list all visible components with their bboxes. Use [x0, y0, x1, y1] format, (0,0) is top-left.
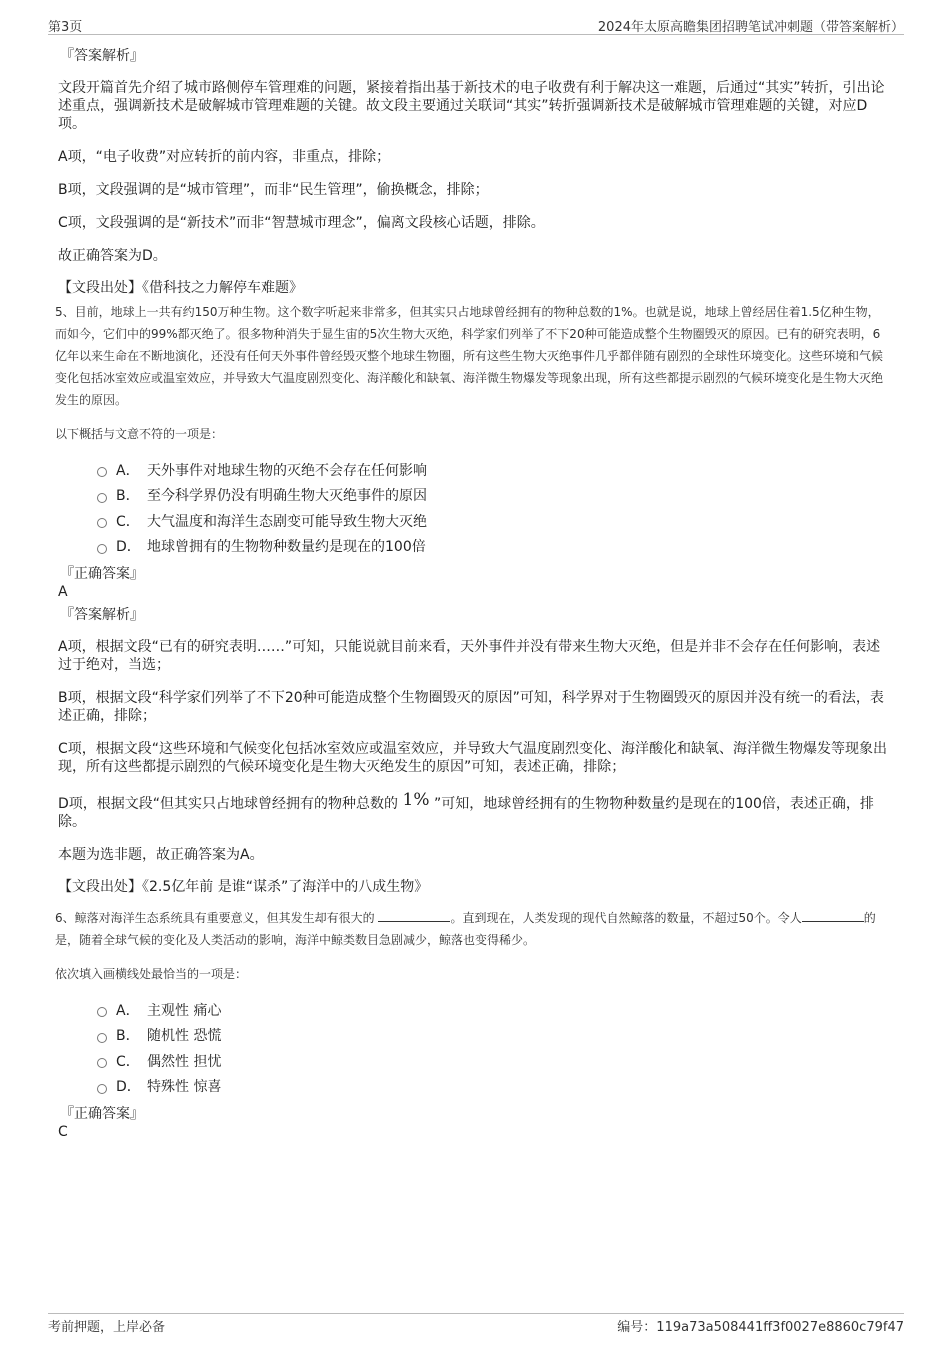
option-a[interactable]: A． 主观性 痛心 [97, 997, 890, 1023]
radio-icon[interactable] [97, 544, 107, 554]
analysis-option-b: B项，文段强调的是“城市管理”，而非“民生管理”，偷换概念，排除； [58, 182, 489, 198]
analysis-option-d: D项，根据文段“但其实只占地球曾经拥有的物种总数的 1% ”可知，地球曾经拥有的生物物种数量约是现在的100倍，表述正确，排除。 [58, 790, 874, 830]
fill-blank-2 [802, 909, 864, 922]
analysis-option-b: B项，根据文段“科学家们列举了不下20种可能造成整个生物圈毁灭的原因”可知，科学界对于生物圈毁灭的原因并没有统一的看法，表述正确，排除； [58, 690, 884, 724]
radio-icon[interactable] [97, 493, 107, 503]
page-number: 第3页 [48, 20, 83, 35]
page-content [55, 46, 890, 1140]
text-source: 【文段出处】《2.5亿年前 是谁“谋杀”了海洋中的八成生物》 [58, 879, 429, 895]
page-header [48, 14, 904, 35]
analysis-label: 『答案解析』 [60, 48, 144, 64]
percent-formula: 1% [402, 790, 430, 810]
analysis-option-a: A项，“电子收费”对应转折的前内容，非重点，排除； [58, 149, 391, 165]
radio-icon[interactable] [97, 467, 107, 477]
radio-icon[interactable] [97, 1033, 107, 1043]
question-6-prompt: 依次填入画横线处最恰当的一项是： [55, 967, 248, 981]
option-c[interactable]: C． 大气温度和海洋生态剧变可能导致生物大灭绝 [97, 508, 890, 534]
document-title: 2024年太原高瞻集团招聘笔试冲刺题（带答案解析） [597, 20, 904, 35]
option-d[interactable]: D． 地球曾拥有的生物物种数量约是现在的100倍 [97, 534, 890, 560]
option-c[interactable]: C． 偶然性 担忧 [97, 1048, 890, 1074]
analysis-label: 『答案解析』 [60, 607, 144, 623]
page-footer [48, 1313, 904, 1335]
radio-icon[interactable] [97, 518, 107, 528]
radio-icon[interactable] [97, 1007, 107, 1017]
option-a[interactable]: A． 天外事件对地球生物的灭绝不会存在任何影响 [97, 457, 890, 483]
radio-icon[interactable] [97, 1084, 107, 1094]
question-6-stem: 6、鲸落对海洋生态系统具有重要意义，但其发生却有很大的 。直到现在，人类发现的现代自然鲸落的数量，不超过50个。令人 的是，随着全球气候的变化及人类活动的影响，海洋中鲸类数目急剧减少，鲸落也变得稀少。 [55, 911, 876, 947]
correct-answer-label: 『正确答案』 [60, 566, 144, 582]
document-code: 编号：119a73a508441ff3f0027e8860c79f47 [617, 1320, 904, 1335]
analysis-conclusion: 本题为选非题，故正确答案为A。 [58, 847, 264, 863]
analysis-option-a: A项，根据文段“已有的研究表明……”可知，只能说就目前来看，天外事件并没有带来生物大灭绝，但是并非不会存在任何影响，表述过于绝对，当选； [58, 639, 881, 673]
analysis-conclusion: 故正确答案为D。 [58, 248, 167, 264]
analysis-option-c: C项，文段强调的是“新技术”而非“智慧城市理念”，偏离文段核心话题，排除。 [58, 215, 545, 231]
radio-icon[interactable] [97, 1058, 107, 1068]
question-5-stem: 5、目前，地球上一共有约150万种生物。这个数字听起来非常多，但其实只占地球曾经拥有的物种总数的1%。也就是说，地球上曾经居住着1.5亿种生物，而如今，它们中的99%都灭绝了。很多物种消失于显生宙的5次生物大灭绝，科学家们列举了不下20种可能造成整个生物圈毁灭的原因。已有的研究表明，6亿年以来生命在不断地演化，还没有任何天外事件曾经毁灭整个地球生物圈，所有这些生物大灭绝事件几乎都伴随有剧烈的全球性环境变化。这些环境和气候变化包括冰室效应或温室效应，并导致大气温度剧烈变化、海洋酸化和缺氧、海洋微生物爆发等现象出现，所有这些都提示剧烈的气候环境变化是生物大灭绝发生的原因。 [55, 305, 884, 407]
option-d[interactable]: D． 特殊性 惊喜 [97, 1074, 890, 1100]
text-source: 【文段出处】《借科技之力解停车难题》 [58, 280, 303, 296]
option-b[interactable]: B． 至今科学界仍没有明确生物大灭绝事件的原因 [97, 483, 890, 509]
option-b[interactable]: B． 随机性 恐慌 [97, 1023, 890, 1049]
footer-slogan: 考前押题，上岸必备 [48, 1320, 166, 1335]
question-6-options [97, 997, 890, 1099]
correct-answer: C [58, 1124, 68, 1140]
question-5-prompt: 以下概括与文意不符的一项是： [55, 427, 224, 441]
correct-answer: A [58, 584, 68, 600]
question-5-options [97, 457, 890, 559]
analysis-intro: 文段开篇首先介绍了城市路侧停车管理难的问题，紧接着指出基于新技术的电子收费有利于解决这一难题，后通过“其实”转折，引出论述重点，强调新技术是破解城市管理难题的关键。故文段主要通过关联词“其实”转折强调新技术是破解城市管理难题的关键，对应D项。 [58, 80, 885, 132]
correct-answer-label: 『正确答案』 [60, 1106, 144, 1122]
analysis-option-c: C项，根据文段“这些环境和气候变化包括冰室效应或温室效应，并导致大气温度剧烈变化、海洋酸化和缺氧、海洋微生物爆发等现象出现，所有这些都提示剧烈的气候环境变化是生物大灭绝发生的原因”可知，表述正确，排除； [58, 741, 888, 775]
fill-blank-1 [378, 909, 450, 922]
